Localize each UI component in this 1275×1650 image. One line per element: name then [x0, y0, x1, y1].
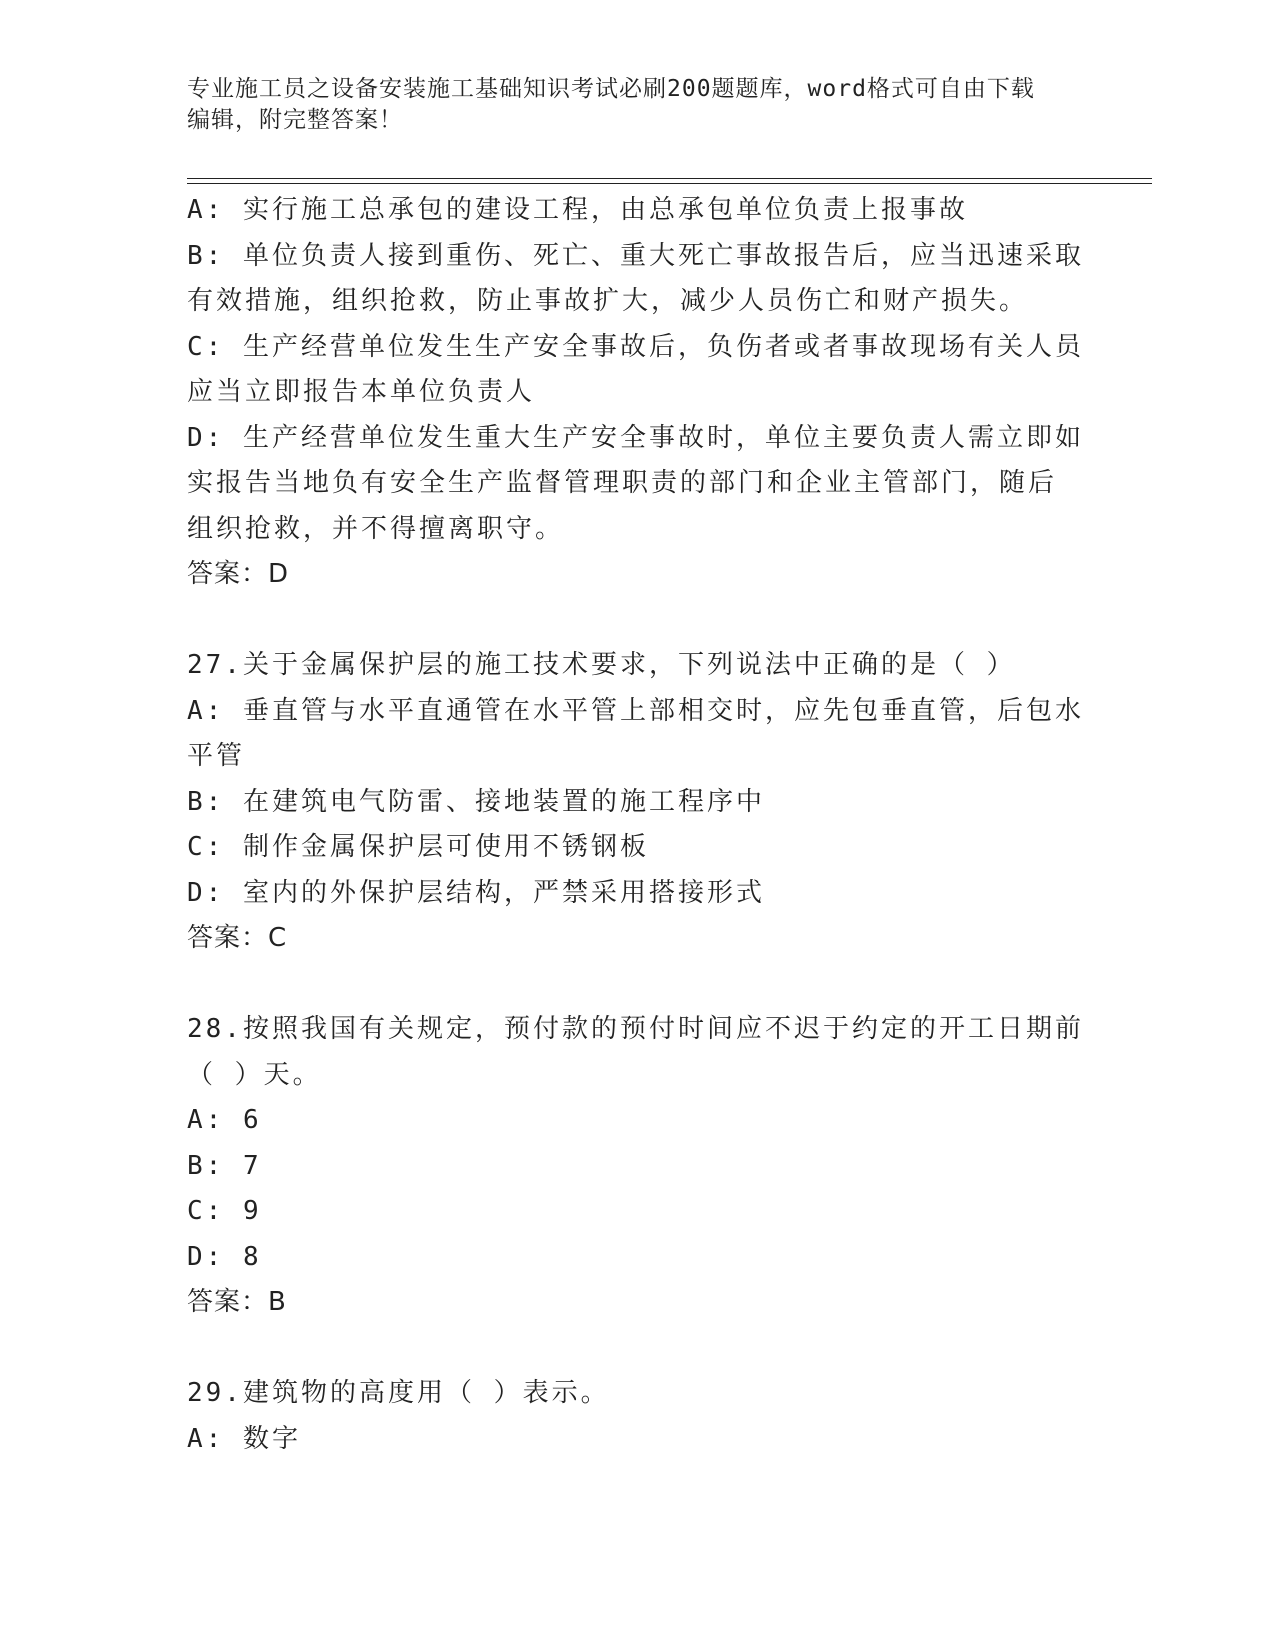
header-divider-bottom	[187, 183, 1152, 184]
q26-answer: 答案：D	[187, 559, 290, 589]
header-divider-top	[187, 178, 1152, 179]
q27-option-c: C: 制作金属保护层可使用不锈钢板	[187, 832, 649, 862]
q29-stem: 29.建筑物的高度用（ ）表示。	[187, 1378, 610, 1408]
q29-option-a: A: 数字	[187, 1423, 301, 1454]
q26-option-c-line-2: 应当立即报告本单位负责人	[187, 377, 536, 407]
q28-option-d: D: 8	[187, 1241, 262, 1272]
q27-option-a-line-2: 平管	[187, 741, 246, 771]
q27-stem: 27.关于金属保护层的施工技术要求，下列说法中正确的是（ ）	[187, 650, 1016, 680]
q26-option-d-line-1: D: 生产经营单位发生重大生产安全事故时，单位主要负责人需立即如	[187, 422, 1084, 453]
q28-stem-line-2: （ ）天。	[187, 1059, 322, 1090]
q27-option-d: D: 室内的外保护层结构，严禁采用搭接形式	[187, 877, 765, 908]
header-title-line-2: 编辑，附完整答案！	[187, 107, 403, 133]
spacer	[187, 598, 1087, 644]
q26-option-b-line-2: 有效措施，组织抢救，防止事故扩大，减少人员伤亡和财产损失。	[187, 286, 1029, 316]
q26-option-d-line-3: 组织抢救，并不得擅离职守。	[187, 513, 565, 544]
spacer	[187, 1326, 1087, 1372]
q26-option-c-line-1: C: 生产经营单位发生生产安全事故后，负伤者或者事故现场有关人员	[187, 331, 1084, 362]
q26-option-b-line-1: B: 单位负责人接到重伤、死亡、重大死亡事故报告后，应当迅速采取	[187, 240, 1084, 271]
q28-option-a: A: 6	[187, 1105, 262, 1135]
q28-answer: 答案：B	[187, 1287, 287, 1317]
header-title-line-1: 专业施工员之设备安装施工基础知识考试必刷200题题库，word格式可自由下载	[187, 76, 1035, 102]
document-header	[187, 74, 1067, 136]
spacer	[187, 962, 1087, 1008]
q28-stem-line-1: 28.按照我国有关规定，预付款的预付时间应不迟于约定的开工日期前	[187, 1014, 1084, 1044]
q26-option-a: A: 实行施工总承包的建设工程，由总承包单位负责上报事故	[187, 195, 968, 225]
q27-option-a-line-1: A: 垂直管与水平直通管在水平管上部相交时，应先包垂直管，后包水	[187, 695, 1084, 726]
q28-option-b: B: 7	[187, 1150, 262, 1181]
q27-option-b: B: 在建筑电气防雷、接地装置的施工程序中	[187, 786, 765, 817]
question-content	[187, 188, 1087, 1462]
q28-option-c: C: 9	[187, 1196, 262, 1226]
q27-answer: 答案：C	[187, 923, 288, 953]
q26-option-d-line-2: 实报告当地负有安全生产监督管理职责的部门和企业主管部门，随后	[187, 468, 1058, 498]
